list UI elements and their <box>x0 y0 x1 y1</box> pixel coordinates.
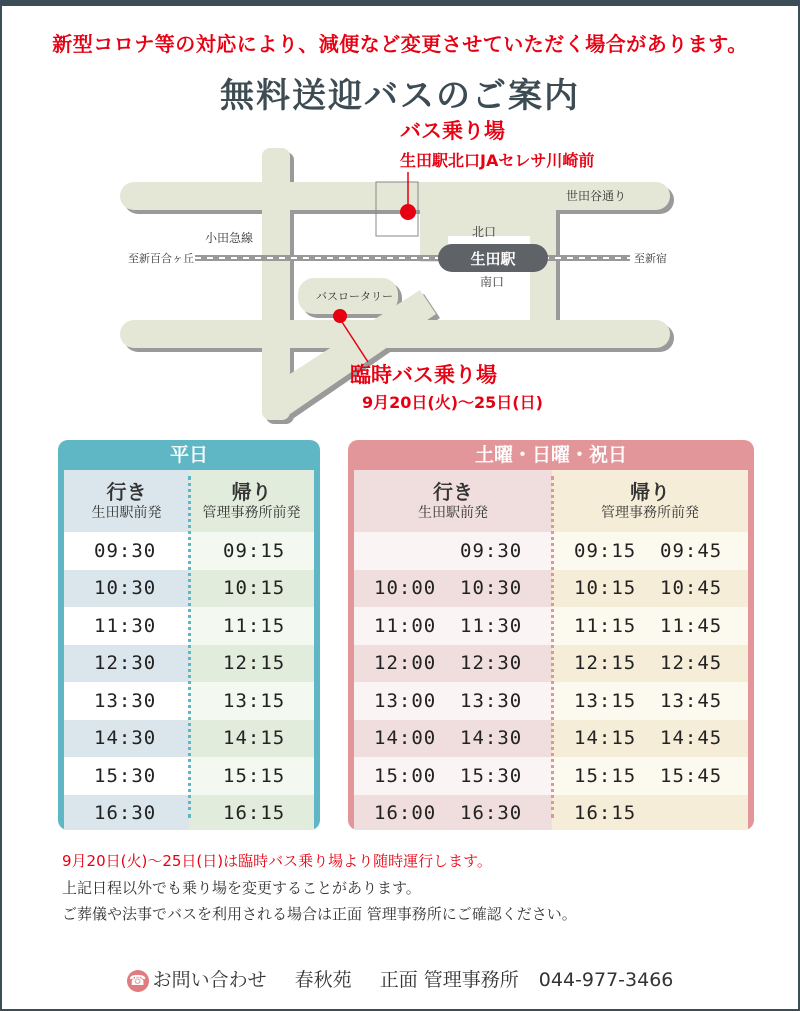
bus-stop-marker <box>400 204 416 220</box>
weekday-timetable <box>58 440 320 830</box>
map-road-top: 世田谷通り <box>566 189 627 203</box>
weekday-header: 平日 <box>169 444 208 466</box>
departure-time: 12:00 <box>374 652 437 675</box>
departure-time: 14:00 <box>374 727 437 750</box>
departure-time: 10:15 <box>223 577 286 600</box>
timetable-row <box>64 757 189 795</box>
timetable-row <box>189 795 314 831</box>
map-line-name: 小田急線 <box>205 231 254 245</box>
departure-time: 13:30 <box>460 689 523 712</box>
timetable-row <box>552 757 748 795</box>
departure-time: 15:30 <box>94 764 157 787</box>
departure-time: 13:15 <box>223 689 286 712</box>
timetable-row <box>189 645 314 683</box>
phone-icon: ☎ <box>127 970 149 992</box>
departure-time: 09:45 <box>660 539 723 562</box>
departure-time: 11:00 <box>374 614 437 637</box>
departure-time: 13:30 <box>94 689 157 712</box>
timetable-row <box>354 607 552 645</box>
departure-time: 13:45 <box>660 689 723 712</box>
contact-tel: 044-977-3466 <box>538 969 674 991</box>
departure-time: 09:30 <box>94 539 157 562</box>
departure-time: 15:00 <box>374 764 437 787</box>
timetable-row <box>354 795 552 831</box>
timetable-row <box>354 570 552 608</box>
departure-time: 16:15 <box>223 802 286 825</box>
departure-time: 11:45 <box>660 614 723 637</box>
station-map <box>0 0 800 440</box>
timetable-row <box>354 532 552 570</box>
contact-office: 正面 管理事務所 <box>379 969 519 991</box>
map-rotary: バスロータリー <box>316 290 393 303</box>
departure-time: 14:15 <box>223 727 286 750</box>
departure-time: 13:00 <box>374 689 437 712</box>
departure-time: 12:45 <box>660 652 723 675</box>
timetable-row <box>64 607 189 645</box>
departure-time: 11:15 <box>574 614 637 637</box>
map-to-right: 至新宿 <box>634 252 667 265</box>
notice-text: 新型コロナ等の対応により、減便など変更させていただく場合があります。 <box>52 32 748 56</box>
weekday-back-column <box>189 470 314 824</box>
departure-time: 12:30 <box>94 652 157 675</box>
map-temp-title: 臨時バス乗り場 <box>350 363 497 387</box>
timetable-row <box>64 795 189 831</box>
map-stop-sub: 生田駅北口JAセレサ川崎前 <box>400 151 595 170</box>
departure-time: 09:30 <box>460 539 523 562</box>
weekday-divider <box>188 476 191 818</box>
holiday-go-sub: 生田駅前発 <box>418 505 488 521</box>
weekday-go-sub: 生田駅前発 <box>91 505 162 521</box>
weekday-go-column <box>64 470 189 824</box>
contact-label: お問い合わせ <box>152 969 267 991</box>
timetable-row <box>189 570 314 608</box>
map-south-exit: 南口 <box>480 275 505 289</box>
timetable-row <box>354 720 552 758</box>
timetable-row <box>552 532 748 570</box>
departure-time: 09:15 <box>223 539 286 562</box>
departure-time: 14:30 <box>460 727 523 750</box>
holiday-back-sub: 管理事務所前発 <box>601 505 699 521</box>
holiday-go-title: 行き <box>433 480 473 504</box>
timetable-row <box>64 682 189 720</box>
timetable-row <box>552 795 748 831</box>
departure-time: 09:15 <box>574 539 637 562</box>
map-stop-title: バス乗り場 <box>400 119 505 143</box>
timetable-row <box>552 607 748 645</box>
holiday-divider <box>551 476 554 818</box>
holiday-header: 土曜・日曜・祝日 <box>474 444 627 466</box>
weekday-back-title: 帰り <box>231 480 272 504</box>
timetable-row <box>189 757 314 795</box>
footnote-change: 上記日程以外でも乗り場を変更することがあります。 <box>62 879 421 897</box>
departure-time: 16:30 <box>460 802 523 825</box>
contact-line <box>0 965 800 992</box>
timetable-row <box>552 645 748 683</box>
departure-time: 11:15 <box>223 614 286 637</box>
weekday-back-sub: 管理事務所前発 <box>202 505 301 521</box>
departure-time: 15:15 <box>574 764 637 787</box>
map-station-label: 生田駅 <box>470 250 516 268</box>
departure-time: 12:30 <box>460 652 523 675</box>
timetable-row <box>189 720 314 758</box>
departure-time: 15:15 <box>223 764 286 787</box>
timetable-row <box>64 532 189 570</box>
timetable-row <box>552 570 748 608</box>
departure-time: 12:15 <box>223 652 286 675</box>
page-title: 無料送迎バスのご案内 <box>220 76 580 116</box>
holiday-back-column <box>552 470 748 824</box>
departure-time: 14:45 <box>660 727 723 750</box>
timetable-row <box>354 682 552 720</box>
timetable-row <box>64 645 189 683</box>
holiday-timetable <box>348 440 754 830</box>
timetable-row <box>354 645 552 683</box>
departure-time: 16:15 <box>574 802 637 825</box>
departure-time: 14:15 <box>574 727 637 750</box>
weekday-go-title: 行き <box>106 480 147 504</box>
timetable-row <box>189 532 314 570</box>
timetable-row <box>552 682 748 720</box>
departure-time: 12:15 <box>574 652 637 675</box>
departure-time: 10:30 <box>94 577 157 600</box>
departure-time: 11:30 <box>460 614 523 637</box>
holiday-go-column <box>354 470 552 824</box>
timetable-row <box>354 757 552 795</box>
departure-time: 16:00 <box>374 802 437 825</box>
temp-stop-marker <box>333 309 347 323</box>
footnote-funeral: ご葬儀や法事でバスを利用される場合は正面 管理事務所にご確認ください。 <box>62 905 577 923</box>
departure-time: 10:00 <box>374 577 437 600</box>
timetable-row <box>189 607 314 645</box>
departure-time: 15:45 <box>660 764 723 787</box>
timetable-row <box>189 682 314 720</box>
holiday-back-title: 帰り <box>630 480 670 504</box>
departure-time: 10:30 <box>460 577 523 600</box>
timetable-row <box>64 720 189 758</box>
map-to-left: 至新百合ヶ丘 <box>128 252 194 265</box>
departure-time: 10:45 <box>660 577 723 600</box>
footnote-temporary: 9月20日(火)〜25日(日)は臨時バス乗り場より随時運行します。 <box>62 852 492 870</box>
departure-time: 13:15 <box>574 689 637 712</box>
departure-time: 11:30 <box>94 614 157 637</box>
contact-name: 春秋苑 <box>294 969 352 991</box>
departure-time: 16:30 <box>94 802 157 825</box>
timetable-row <box>64 570 189 608</box>
timetable-row <box>552 720 748 758</box>
map-north-exit: 北口 <box>472 225 497 239</box>
map-temp-dates: 9月20日(火)〜25日(日) <box>362 393 543 412</box>
departure-time: 10:15 <box>574 577 637 600</box>
departure-time: 15:30 <box>460 764 523 787</box>
departure-time: 14:30 <box>94 727 157 750</box>
